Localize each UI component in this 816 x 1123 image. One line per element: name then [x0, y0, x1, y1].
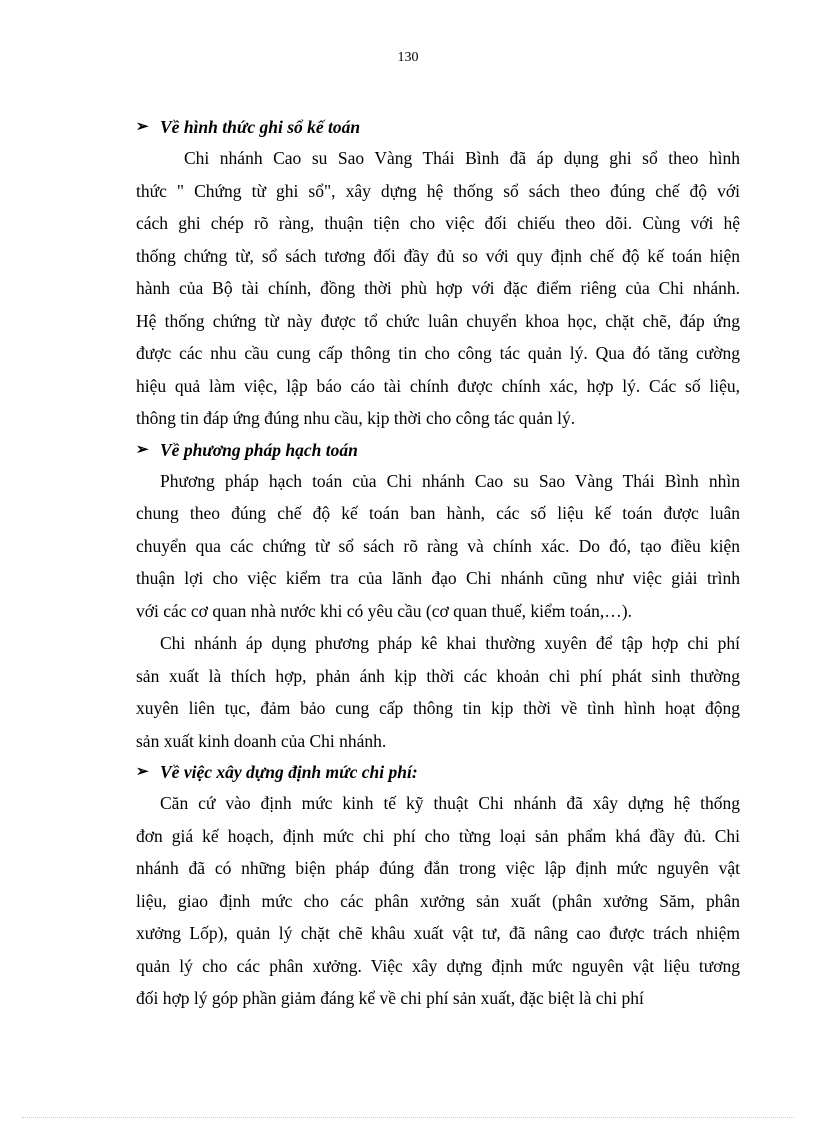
section-heading-text: Về hình thức ghi sổ kế toán	[160, 117, 361, 137]
text-line: đối hợp lý góp phần giảm đáng kể về chi phí sản xuất, đặc biệt là chi phí	[136, 988, 644, 1008]
section-heading-cost-norms	[136, 757, 740, 787]
text-line: Căn cứ vào định mức kinh tế kỹ thuật Chi nhánh đã xây dựng hệ thống	[160, 793, 740, 813]
text-line: sản xuất là thích hợp, phản ánh kịp thời các khoản chi phí phát sinh thường	[136, 665, 740, 686]
text-line: nhánh đã có những biện pháp đúng đắn trong việc lập định mức nguyên vật	[136, 858, 740, 878]
text-line: chung theo đúng chế độ kế toán ban hành, các số liệu kế toán được luân	[136, 503, 740, 523]
text-line: thức " Chứng từ ghi sổ", xây dựng hệ thống sổ sách theo đúng chế độ với	[136, 180, 740, 201]
text-line: liệu, giao định mức cho các phân xưởng sản xuất (phân xưởng Săm, phân	[136, 890, 740, 911]
text-line: sản xuất kinh doanh của Chi nhánh.	[136, 730, 387, 751]
arrow-bullet-icon: ➢	[136, 119, 149, 135]
text-line: xưởng Lốp), quản lý chặt chẽ khâu xuất vật tư, đã nâng cao được trách nhiệm	[136, 923, 740, 943]
section-heading-text: Về việc xây dựng định mức chi phí:	[160, 762, 418, 782]
page-number: 130	[397, 50, 419, 65]
text-line: Hệ thống chứng từ này được tổ chức luân chuyển khoa học, chặt chẽ, đáp ứng	[136, 310, 740, 331]
text-line: hành của Bộ tài chính, đồng thời phù hợp với đặc điểm riêng của Chi nhánh.	[136, 278, 740, 298]
text-line: Phương pháp hạch toán của Chi nhánh Cao su Sao Vàng Thái Bình nhìn	[160, 470, 740, 491]
footer-dotted-rule	[22, 1117, 794, 1118]
text-line: đơn giá kế hoạch, định mức chi phí cho từng loại sản phẩm khá đầy đủ. Chi	[136, 825, 740, 846]
paragraph	[136, 142, 740, 435]
text-line: chuyển qua các chứng từ sổ sách rõ ràng và chính xác. Do đó, tạo điều kiện	[136, 535, 740, 556]
text-line: Chi nhánh Cao su Sao Vàng Thái Bình đã áp dụng ghi sổ theo hình	[184, 148, 740, 168]
paragraph	[136, 627, 740, 757]
paragraph	[136, 787, 740, 1015]
paragraph	[136, 465, 740, 628]
text-line: cách ghi chép rõ ràng, thuận tiện cho việc đối chiếu theo dõi. Cùng với hệ	[136, 213, 740, 233]
arrow-bullet-icon: ➢	[136, 764, 149, 780]
text-line: thuận lợi cho việc kiểm tra của lãnh đạo Chi nhánh cũng như việc giải trình	[136, 568, 740, 588]
text-line: Chi nhánh áp dụng phương pháp kê khai thường xuyên để tập hợp chi phí	[160, 633, 740, 653]
text-line: hiệu quả làm việc, lập báo cáo tài chính được chính xác, hợp lý. Các số liệu,	[136, 375, 740, 396]
text-line: quản lý cho các phân xưởng. Việc xây dựng định mức nguyên vật liệu tương	[136, 955, 740, 976]
text-line: với các cơ quan nhà nước khi có yêu cầu (cơ quan thuế, kiểm toán,…).	[136, 600, 632, 621]
section-heading-accounting-method	[136, 435, 740, 465]
text-line: thống chứng từ, sổ sách tương đối đầy đủ so với quy định chế độ kế toán hiện	[136, 245, 740, 266]
arrow-bullet-icon: ➢	[136, 441, 149, 458]
text-line: được các nhu cầu cung cấp thông tin cho công tác quản lý. Qua đó tăng cường	[136, 343, 740, 363]
document-body	[136, 112, 740, 1015]
section-heading-text: Về phương pháp hạch toán	[160, 439, 358, 460]
section-heading-accounting-form	[136, 112, 740, 142]
text-line: thông tin đáp ứng đúng nhu cầu, kịp thời cho công tác quản lý.	[136, 408, 576, 428]
text-line: xuyên liên tục, đảm bảo cung cấp thông tin kịp thời về tình hình hoạt động	[136, 698, 740, 718]
